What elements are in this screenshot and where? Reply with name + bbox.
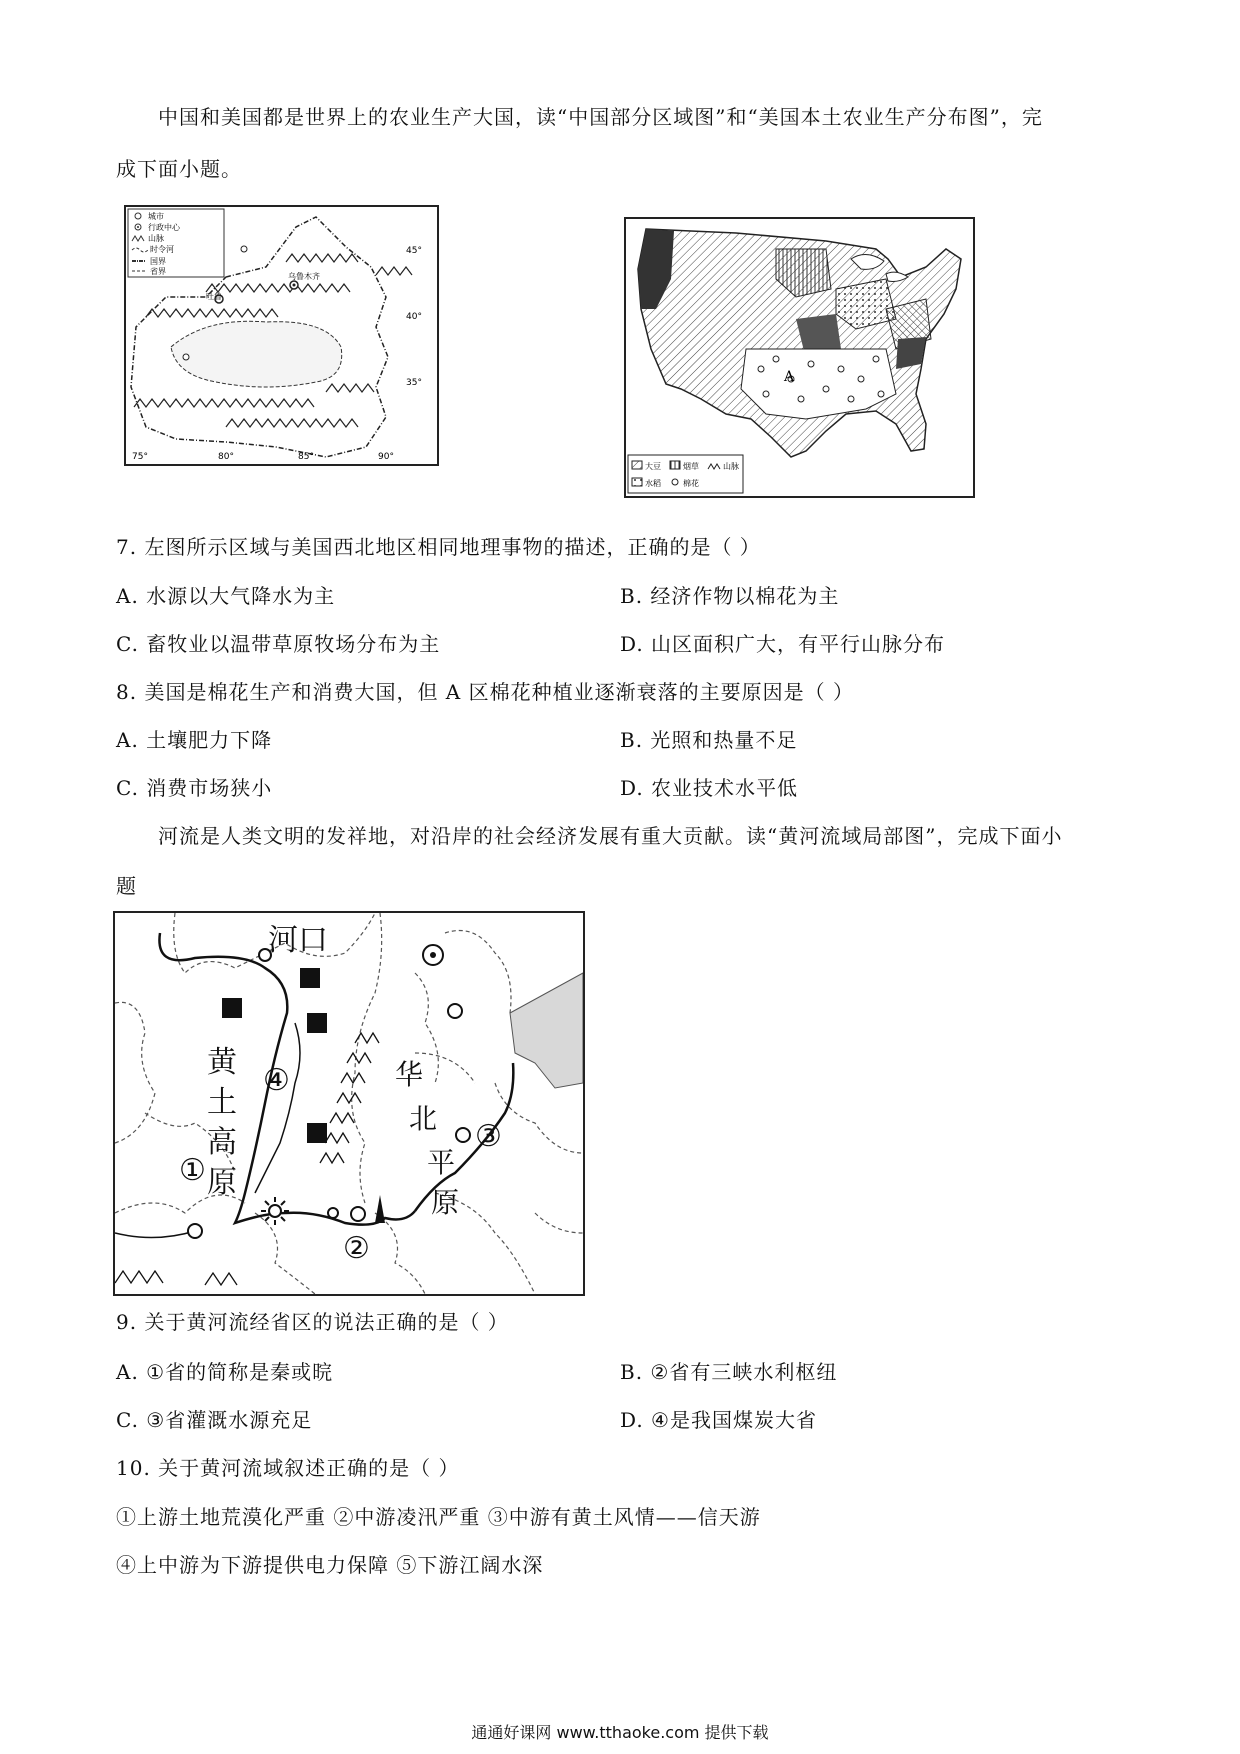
- legend-admin-center: 行政中心: [148, 223, 180, 232]
- coal-marker: [307, 1123, 327, 1143]
- marker-1-label: ①: [179, 1153, 206, 1188]
- north-china-plain-label: [395, 1053, 485, 1223]
- legend-soybean: 大豆: [645, 462, 661, 471]
- q9-option-d[interactable]: D. ④是我国煤炭大省: [620, 1408, 817, 1432]
- loess-char: 土: [207, 1085, 237, 1120]
- plain-char: 平: [427, 1146, 456, 1179]
- q7-option-c[interactable]: C. 畜牧业以温带草原牧场分布为主: [116, 632, 441, 656]
- loess-plateau-label: [207, 1043, 241, 1203]
- q10-statements-line1: ①上游土地荒漠化严重 ②中游凌汛严重 ③中游有黄土风情——信天游: [116, 1505, 761, 1529]
- city-marker: [188, 1224, 202, 1238]
- q8-option-c[interactable]: C. 消费市场狭小: [116, 776, 273, 800]
- marker-4-label: ④: [263, 1063, 290, 1098]
- china-region-map: [124, 205, 439, 466]
- intro1-line2: 成下面小题。: [116, 157, 242, 181]
- lon-90-label: 90°: [378, 452, 394, 462]
- city-urumqi-label: 乌鲁木齐: [288, 272, 320, 281]
- q8-option-a[interactable]: A. 土壤肥力下降: [116, 728, 273, 752]
- city-marker: [241, 246, 247, 252]
- q7-stem: 7. 左图所示区域与美国西北地区相同地理事物的描述，正确的是（ ）: [116, 535, 761, 559]
- legend-tobacco: 烟草: [683, 462, 699, 471]
- hekou-label: 河口: [268, 923, 328, 958]
- q9-option-c[interactable]: C. ③省灌溉水源充足: [116, 1408, 313, 1432]
- q8-stem: 8. 美国是棉花生产和消费大国，但 A 区棉花种植业逐渐衰落的主要原因是（ ）: [116, 680, 854, 704]
- coal-marker: [307, 1013, 327, 1033]
- q10-statements-line2: ④上中游为下游提供电力保障 ⑤下游江阔水深: [116, 1553, 544, 1577]
- legend-cotton: 棉花: [683, 479, 699, 488]
- dam-marker: [375, 1195, 385, 1223]
- legend-rice: 水稻: [645, 479, 661, 488]
- lon-80-label: 80°: [218, 452, 234, 462]
- legend-city: 城市: [148, 212, 164, 221]
- lat-35-label: 35°: [406, 378, 422, 388]
- intro2-line2: 题: [116, 874, 137, 898]
- plain-char: 原: [431, 1186, 460, 1219]
- coal-marker: [300, 968, 320, 988]
- loess-char: 高: [207, 1125, 237, 1160]
- q7-option-d[interactable]: D. 山区面积广大，有平行山脉分布: [620, 632, 946, 656]
- q10-stem: 10. 关于黄河流域叙述正确的是（ ）: [116, 1456, 460, 1480]
- usa-agriculture-map: [624, 217, 975, 498]
- marker-3-label: ③: [475, 1119, 502, 1154]
- lat-40-label: 40°: [406, 312, 422, 322]
- city-turpan-label: 吐鲁: [206, 292, 222, 301]
- marker-2-label: ②: [343, 1231, 370, 1266]
- lon-75-label: 75°: [132, 452, 148, 462]
- legend-mountain: 山脉: [148, 234, 164, 243]
- legend-provincial-border: 省界: [150, 267, 166, 276]
- city-marker: [448, 1004, 462, 1018]
- q7-option-a[interactable]: A. 水源以大气降水为主: [116, 584, 336, 608]
- legend-seasonal-river: 时令河: [150, 245, 174, 254]
- plain-char: 华: [395, 1058, 424, 1091]
- q7-option-b[interactable]: B. 经济作物以棉花为主: [620, 584, 840, 608]
- intro1-line1: 中国和美国都是世界上的农业生产大国，读“中国部分区域图”和“美国本土农业生产分布图”，完: [158, 105, 1043, 129]
- map-legend-box: [128, 209, 224, 277]
- q9-stem: 9. 关于黄河流经省区的说法正确的是（ ）: [116, 1310, 509, 1334]
- city-marker: [351, 1207, 365, 1221]
- yellow-river-map: [113, 911, 585, 1296]
- q9-option-b[interactable]: B. ②省有三峡水利枢纽: [620, 1360, 838, 1384]
- sun-symbol: [261, 1197, 289, 1225]
- legend-national-border: 国界: [150, 257, 166, 266]
- q8-option-b[interactable]: B. 光照和热量不足: [620, 728, 798, 752]
- legend-mountain-us: 山脉: [723, 462, 739, 471]
- loess-char: 黄: [207, 1045, 237, 1080]
- city-marker: [328, 1208, 338, 1218]
- coal-marker: [222, 998, 242, 1018]
- q8-option-d[interactable]: D. 农业技术水平低: [620, 776, 799, 800]
- lon-85-label: 85°: [298, 452, 314, 462]
- intro2-line1: 河流是人类文明的发祥地，对沿岸的社会经济发展有重大贡献。读“黄河流域局部图”，完成下面小: [158, 824, 1063, 848]
- region-a-label: A: [784, 369, 795, 385]
- loess-char: 原: [207, 1165, 237, 1200]
- lat-45-label: 45°: [406, 246, 422, 256]
- plain-char: 北: [409, 1102, 438, 1135]
- city-marker: [183, 354, 189, 360]
- page-footer: 通通好课网 www.tthaoke.com 提供下载: [471, 1723, 769, 1742]
- q9-option-a[interactable]: A. ①省的简称是秦或晥: [116, 1360, 334, 1384]
